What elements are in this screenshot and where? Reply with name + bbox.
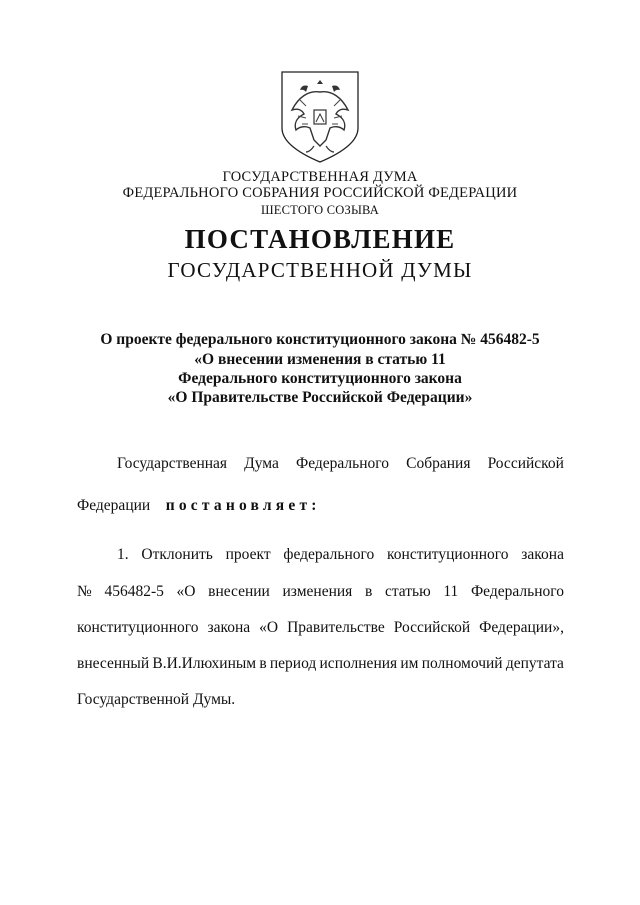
coat-of-arms-emblem: [278, 70, 362, 164]
point1-word: Федерации»,: [479, 619, 564, 636]
intro-word: Федерального: [295, 455, 390, 472]
intro-word: Дума: [244, 455, 279, 472]
duma-name: ГОСУДАРСТВЕННАЯ ДУМА: [222, 169, 418, 185]
point1-word: депутата: [505, 655, 564, 672]
point1-word: Отклонить: [141, 546, 213, 563]
intro-line-1: [117, 455, 564, 473]
point1-word: полномочий: [421, 655, 503, 672]
point1-word: в: [259, 655, 267, 672]
point1-word: им: [400, 655, 419, 672]
intro-federation: Федерации: [77, 497, 151, 514]
document-title: ПОСТАНОВЛЕНИЕ: [184, 224, 456, 254]
point1-word: федерального: [283, 546, 375, 563]
point1-word: конституционного: [77, 619, 199, 636]
intro-word: Собрания: [406, 455, 471, 472]
point1-word: закона: [521, 546, 564, 563]
point1-word: Федерального: [470, 583, 564, 600]
federal-assembly-name: ФЕДЕРАЛЬНОГО СОБРАНИЯ РОССИЙСКОЙ ФЕДЕРАЦИИ: [122, 185, 518, 201]
point1-word: внесенный: [77, 655, 150, 672]
point1-word: 11: [443, 583, 459, 600]
point1-word: 1.: [117, 546, 129, 563]
point1-line-2: [77, 583, 564, 601]
document-subtitle: ГОСУДАРСТВЕННОЙ ДУМЫ: [167, 258, 473, 282]
point1-word: изменения: [282, 583, 353, 600]
convocation: ШЕСТОГО СОЗЫВА: [260, 203, 380, 217]
point1-word: в: [364, 583, 373, 600]
point1-line-3: [77, 619, 564, 637]
point1-word: Российской: [393, 619, 471, 636]
about-line-4: «О Правительстве Российской Федерации»: [167, 389, 473, 406]
point1-word: 456482-5: [104, 583, 164, 600]
resolves-word: постановляет:: [165, 497, 321, 514]
intro-word: Государственная: [117, 455, 228, 472]
about-line-1: О проекте федерального конституционного закона № 456482-5: [100, 331, 540, 348]
point1-word: «О: [259, 619, 279, 636]
point1-word: В.И.Илюхиным: [152, 655, 257, 672]
point1-word: «О: [176, 583, 196, 600]
point1-word: проект: [225, 546, 271, 563]
point1-word: конституционного: [387, 546, 509, 563]
point1-word: внесении: [208, 583, 270, 600]
point1-word: статью: [384, 583, 431, 600]
point1-line-4: [77, 655, 564, 673]
point1-word: период: [269, 655, 317, 672]
point1-line-1: [117, 546, 564, 564]
point1-word: закона: [207, 619, 251, 636]
point1-word: исполнения: [319, 655, 398, 672]
intro-word: Российской: [487, 455, 564, 472]
point1-word: Правительстве: [287, 619, 385, 636]
intro-line-2: [77, 497, 564, 515]
about-line-2: «О внесении изменения в статью 11: [194, 351, 446, 368]
point1-line-5: Государственной Думы.: [77, 691, 236, 708]
about-line-3: Федерального конституционного закона: [178, 370, 462, 387]
point1-word: №: [77, 583, 92, 600]
